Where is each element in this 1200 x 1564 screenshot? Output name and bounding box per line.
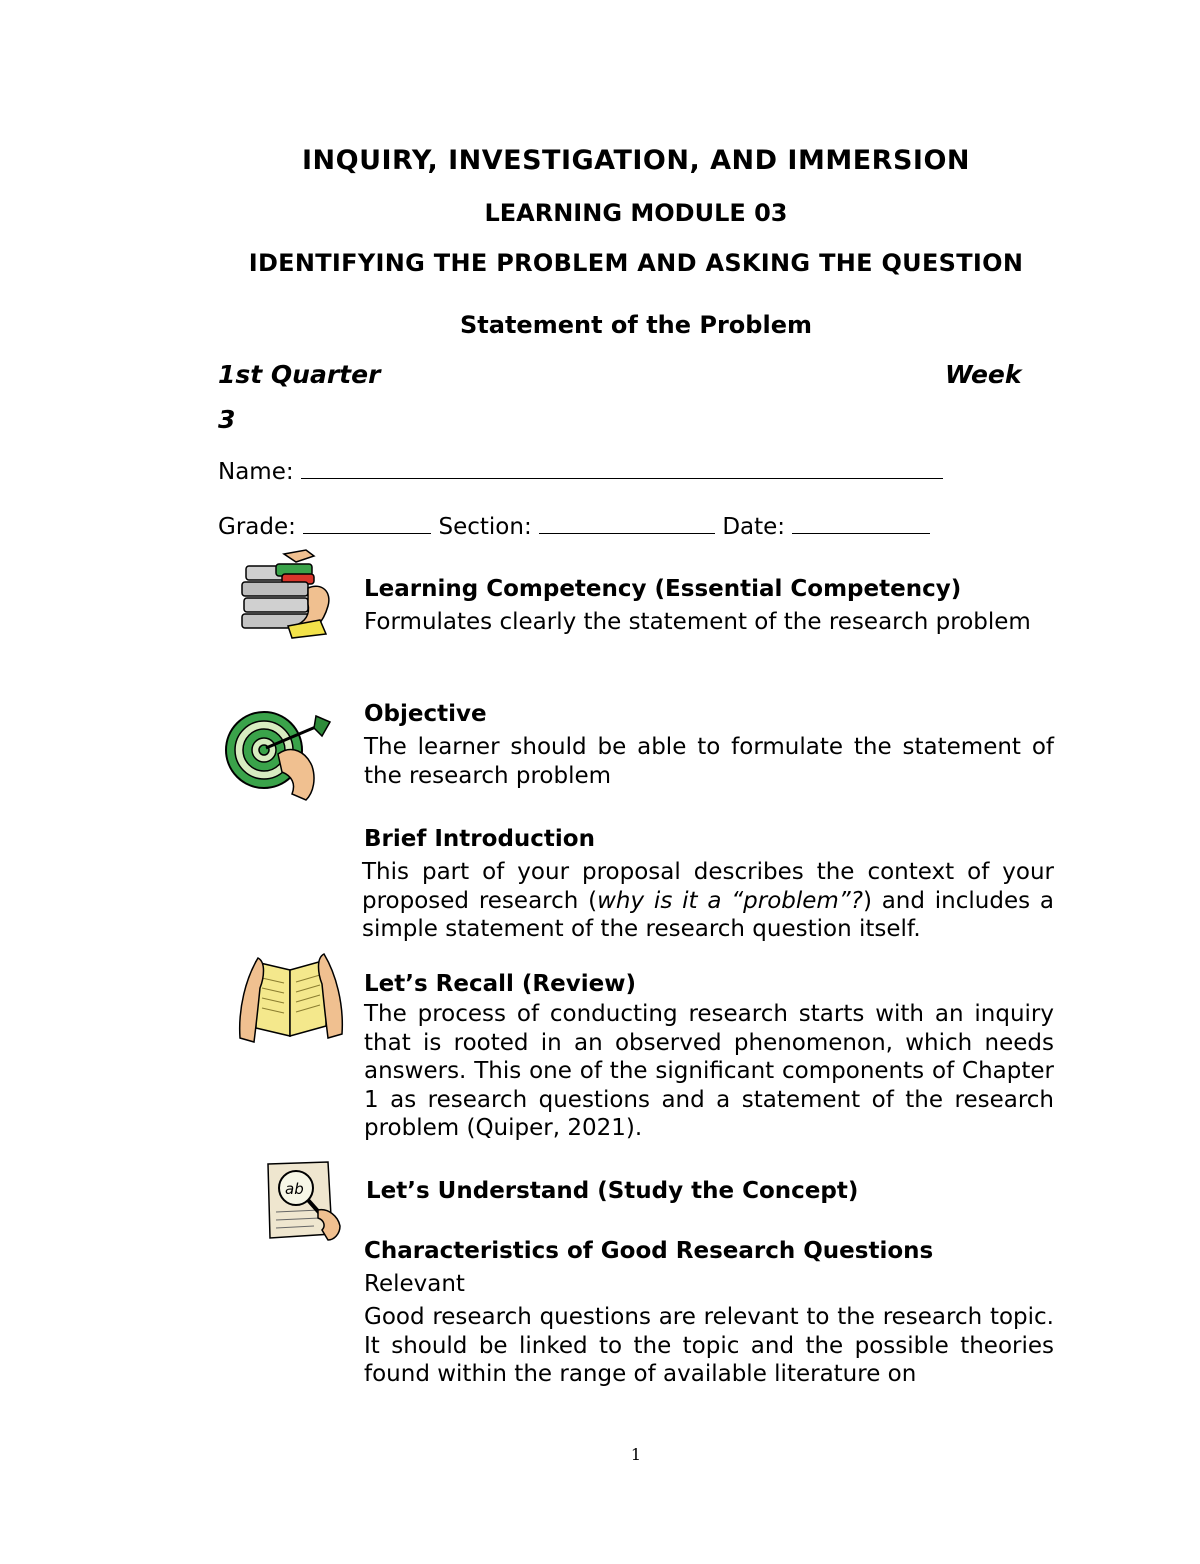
target-icon xyxy=(222,708,340,804)
objective-body: The learner should be able to formulate the statement of the research problem xyxy=(364,734,1054,789)
competency-heading: Learning Competency (Essential Competency) xyxy=(364,576,962,602)
characteristics-subheading: Relevant xyxy=(364,1271,465,1297)
name-field-row xyxy=(218,456,943,485)
introduction-body xyxy=(362,858,1054,944)
grade-label: Grade: xyxy=(218,514,296,540)
name-label: Name: xyxy=(218,459,294,485)
recall-body: The process of conducting research starts with an inquiry that is rooted in an observed phenomenon, which needs answers. This one of the significant components of Chapter 1 as research questions and a statement of the research problem (Quiper, 2021). xyxy=(364,1001,1054,1141)
grade-blank[interactable] xyxy=(303,511,431,534)
module-title: LEARNING MODULE 03 xyxy=(484,199,788,227)
characteristics-heading: Characteristics of Good Research Questions xyxy=(364,1238,934,1264)
date-blank[interactable] xyxy=(792,511,930,534)
quarter-label: 1st Quarter xyxy=(218,360,381,389)
grade-section-date-row xyxy=(218,511,930,540)
introduction-text-start: This part of your proposal describes the context of your proposed research ( xyxy=(362,859,1054,914)
topic-title: IDENTIFYING THE PROBLEM AND ASKING THE QUESTION xyxy=(248,249,1024,277)
week-number: 3 xyxy=(218,405,236,434)
name-blank[interactable] xyxy=(301,456,943,479)
competency-body: Formulates clearly the statement of the research problem xyxy=(364,609,1031,635)
section-label: Section: xyxy=(438,514,532,540)
svg-text:ab: ab xyxy=(285,1180,304,1198)
understand-heading: Let’s Understand (Study the Concept) xyxy=(366,1178,859,1204)
introduction-heading: Brief Introduction xyxy=(364,826,595,852)
date-label: Date: xyxy=(722,514,786,540)
lesson-title: Statement of the Problem xyxy=(460,311,812,339)
open-book-icon xyxy=(236,948,346,1046)
introduction-text-end: ) and includes a simple statement of the research question itself. xyxy=(362,887,1055,942)
recall-heading: Let’s Recall (Review) xyxy=(364,971,636,997)
objective-heading: Objective xyxy=(364,701,487,727)
page-number: 1 xyxy=(630,1445,642,1464)
week-label: Week xyxy=(945,360,1022,389)
books-icon xyxy=(236,548,336,640)
subject-title: INQUIRY, INVESTIGATION, AND IMMERSION xyxy=(301,145,970,176)
section-blank[interactable] xyxy=(539,511,715,534)
characteristics-body: Good research questions are relevant to the research topic. It should be linked to the topic and the possible theories found within the range of available literature on xyxy=(364,1304,1054,1387)
introduction-text-italic: why is it a “problem”? xyxy=(597,887,863,914)
magnifier-paper-icon xyxy=(262,1160,346,1242)
